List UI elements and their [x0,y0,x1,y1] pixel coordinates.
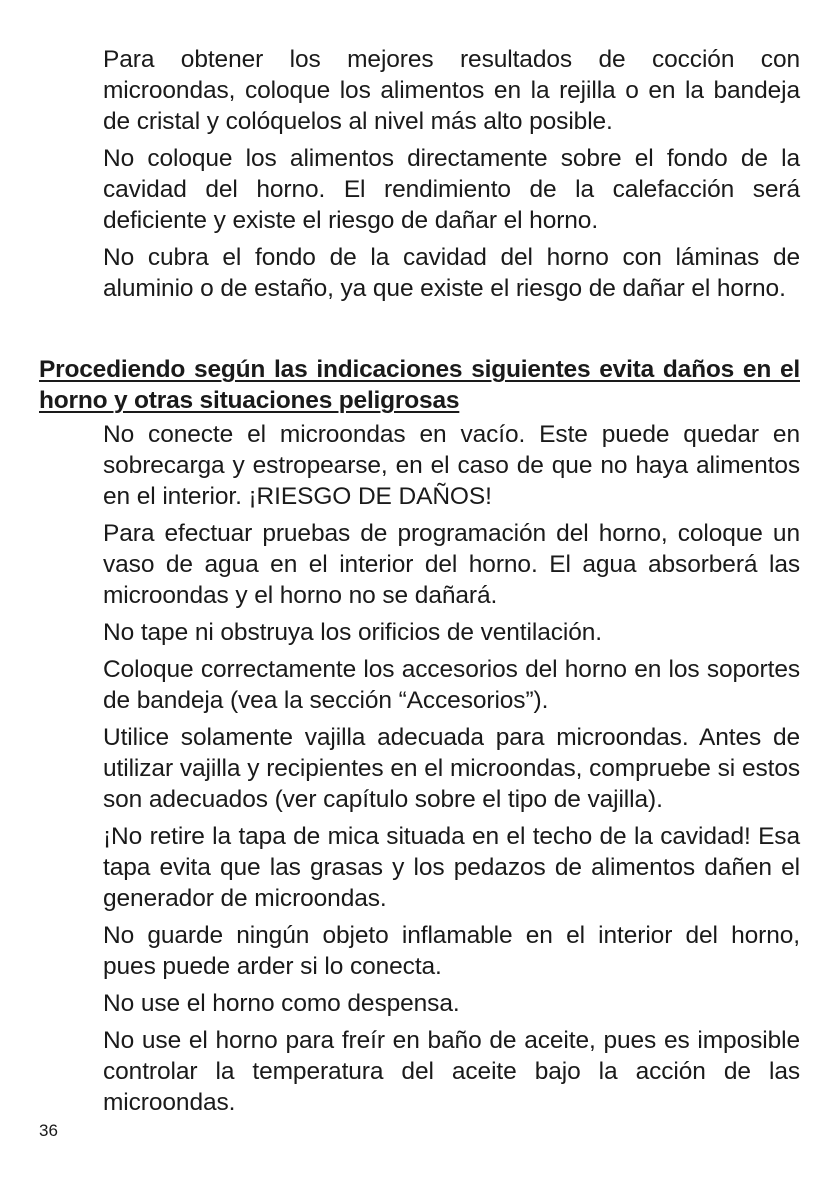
paragraph-frying: No use el horno para freír en baño de aceite, pues es imposible controlar la temperatura del aceite bajo la acción de las microondas. [103,1027,800,1116]
paragraph-aluminium-foil: No cubra el fondo de la cavidad del horno con láminas de aluminio o de estaño, ya que existe el riesgo de dañar el horno. [103,244,800,302]
page-number: 36 [39,1121,58,1140]
safety-instructions [103,419,800,1124]
paragraph-empty-operation: No conecte el microondas en vacío. Este puede quedar en sobrecarga y estropearse, en el caso de que no haya alimentos en el interior. ¡RIESGO DE DAÑOS! [103,421,800,510]
paragraph-cooking-level: Para obtener los mejores resultados de cocción con microondas, coloque los alimentos en la rejilla o en la bandeja de cristal y colóquelos al nivel más alto posible. [103,46,800,135]
paragraph-ventilation: No tape ni obstruya los orificios de ventilación. [103,619,602,646]
paragraph-storage: No use el horno como despensa. [103,990,460,1017]
paragraph-water-test: Para efectuar pruebas de programación del horno, coloque un vaso de agua en el interior del horno. El agua absorberá las microondas y el horno no se dañará. [103,520,800,609]
top-instructions [103,44,800,310]
section-heading: Procediendo según las indicaciones siguientes evita daños en el horno y otras situaciones peligrosas [39,356,800,414]
paragraph-oven-bottom: No coloque los alimentos directamente sobre el fondo de la cavidad del horno. El rendimiento de la calefacción será deficiente y existe el riesgo de dañar el horno. [103,145,800,234]
paragraph-accessories: Coloque correctamente los accesorios del horno en los soportes de bandeja (vea la sección “Accesorios”). [103,656,800,714]
paragraph-flammable: No guarde ningún objeto inflamable en el interior del horno, pues puede arder si lo conecta. [103,922,800,980]
paragraph-cookware: Utilice solamente vajilla adecuada para microondas. Antes de utilizar vajilla y recipientes en el microondas, compruebe si estos son adecuados (ver capítulo sobre el tipo de vajilla). [103,724,800,813]
paragraph-mica-cover: ¡No retire la tapa de mica situada en el techo de la cavidad! Esa tapa evita que las grasas y los pedazos de alimentos dañen el generador de microondas. [103,823,800,912]
